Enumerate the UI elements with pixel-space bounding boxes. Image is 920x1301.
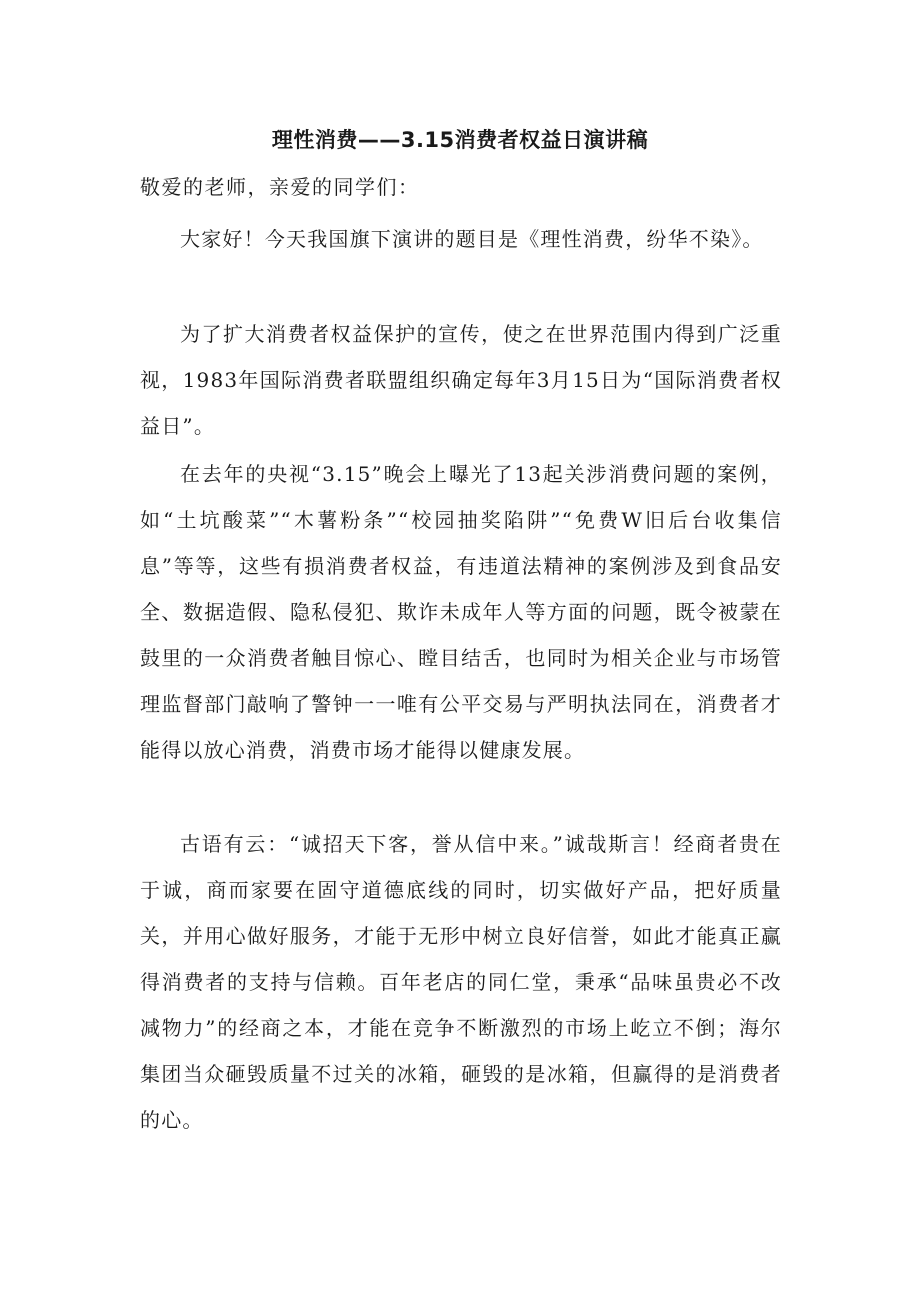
paragraph-cases: 在去年的央视“3.15”晚会上曝光了13起关涉消费问题的案例，如“土坑酸菜”“木薯粉条”“校园抽奖陷阱”“免费W旧后台收集信息”等等，这些有损消费者权益，有违道法精神的案例涉及到食品安全、数据造假、隐私侵犯、欺诈未成年人等方面的问题，既令被蒙在鼓里的一众消费者触目惊心、瞠目结舌，也同时为相关企业与市场管理监督部门敲响了警钟一一唯有公平交易与严明执法同在，消费者才能得以放心消费，消费市场才能得以健康发展。 [140,462,782,762]
paragraph-integrity: 古语有云：“诚招天下客，誉从信中来。”诚哉斯言！经商者贵在于诚，商而家要在固守道德底线的同时，切实做好产品，把好质量关，并用心做好服务，才能于无形中树立良好信誉，如此才能真正赢得消费者的支持与信赖。百年老店的同仁堂，秉承“品味虽贵必不改减物力”的经商之本，才能在竞争不断激烈的市场上屹立不倒；海尔集团当众砸毁质量不过关的冰箱，砸毁的是冰箱，但赢得的是消费者的心。 [140,832,782,1132]
paragraph-intro: 大家好！今天我国旗下演讲的题目是《理性消费，纷华不染》。 [180,227,764,251]
greeting-line: 敬爱的老师，亲爱的同学们： [140,175,420,199]
document-title: 理性消费——3.15消费者权益日演讲稿 [271,128,649,152]
paragraph-history: 为了扩大消费者权益保护的宣传，使之在世界范围内得到广泛重视，1983年国际消费者联盟组织确定每年3月15日为“国际消费者权益日”。 [140,322,782,438]
